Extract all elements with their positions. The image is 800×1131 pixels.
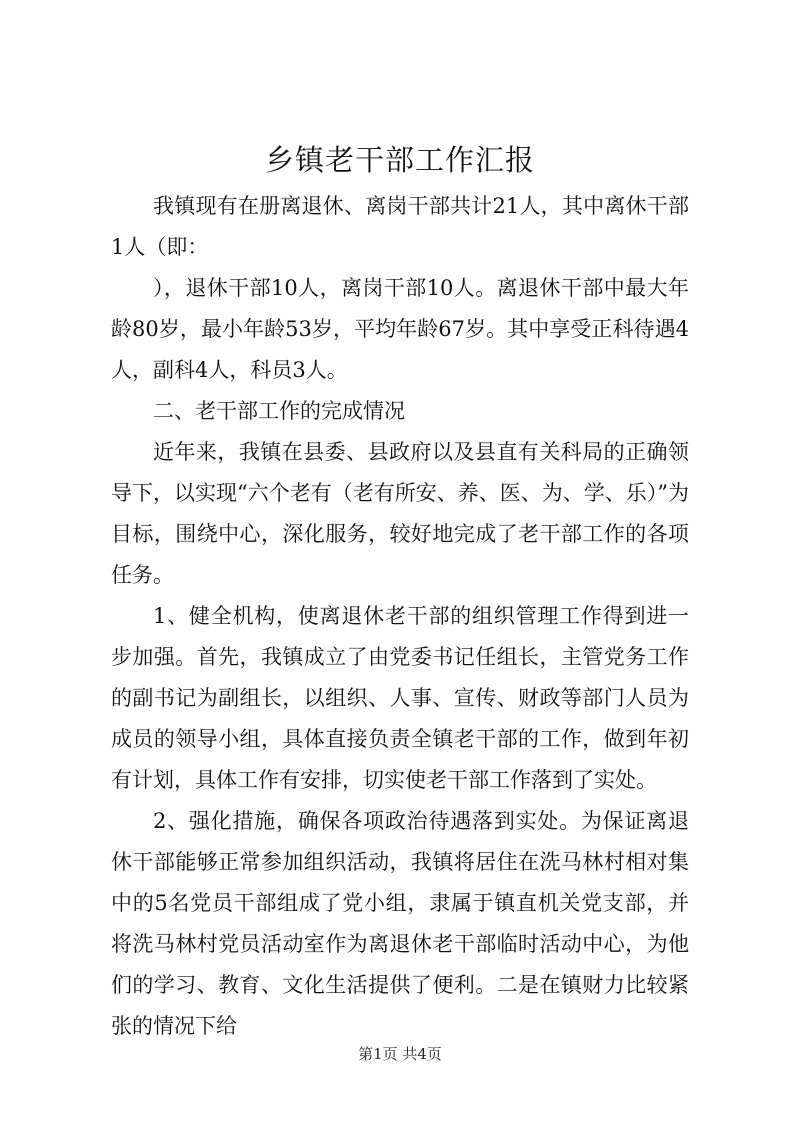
paragraph-overview: 近年来，我镇在县委、县政府以及县直有关科局的正确领导下，以实现“六个老有（老有所安、养、医、为、学、乐）”为目标，围绕中心，深化服务，较好地完成了老干部工作的各项任务。 xyxy=(111,440,689,587)
paragraph-statistics: ），退休干部10人，离岗干部10人。离退休干部中最大年龄80岁，最小年龄53岁，平均年龄67岁。其中享受正科待遇4人，副科4人，科员3人。 xyxy=(111,276,689,382)
paragraph-organization: 1、健全机构，使离退休老干部的组织管理工作得到进一步加强。首先，我镇成立了由党委书记任组长，主管党务工作的副书记为副组长，以组织、人事、宣传、财政等部门人员为成员的领导小组，具体直接负责全镇老干部的工作，做到年初有计划，具体工作有安排，切实使老干部工作落到了实处。 xyxy=(111,604,689,792)
paragraph-intro: 我镇现有在册离退休、离岗干部共计21人，其中离休干部1人（即： xyxy=(111,194,689,259)
section-heading-completion: 二、老干部工作的完成情况 xyxy=(153,399,405,423)
paragraph-measures: 2、强化措施，确保各项政治待遇落到实处。为保证离退休干部能够正常参加组织活动，我镇将居住在洗马林村相对集中的5名党员干部组成了党小组，隶属于镇直机关党支部，并将洗马林村党员活动室作为离退休老干部临时活动中心，为他们的学习、教育、文化生活提供了便利。二是在镇财力比较紧张的情况下给 xyxy=(111,809,689,1038)
page-number-footer: 第1页 共4页 xyxy=(358,1045,442,1063)
document-body xyxy=(111,186,689,1047)
document-title: 乡镇老干部工作汇报 xyxy=(264,143,535,177)
